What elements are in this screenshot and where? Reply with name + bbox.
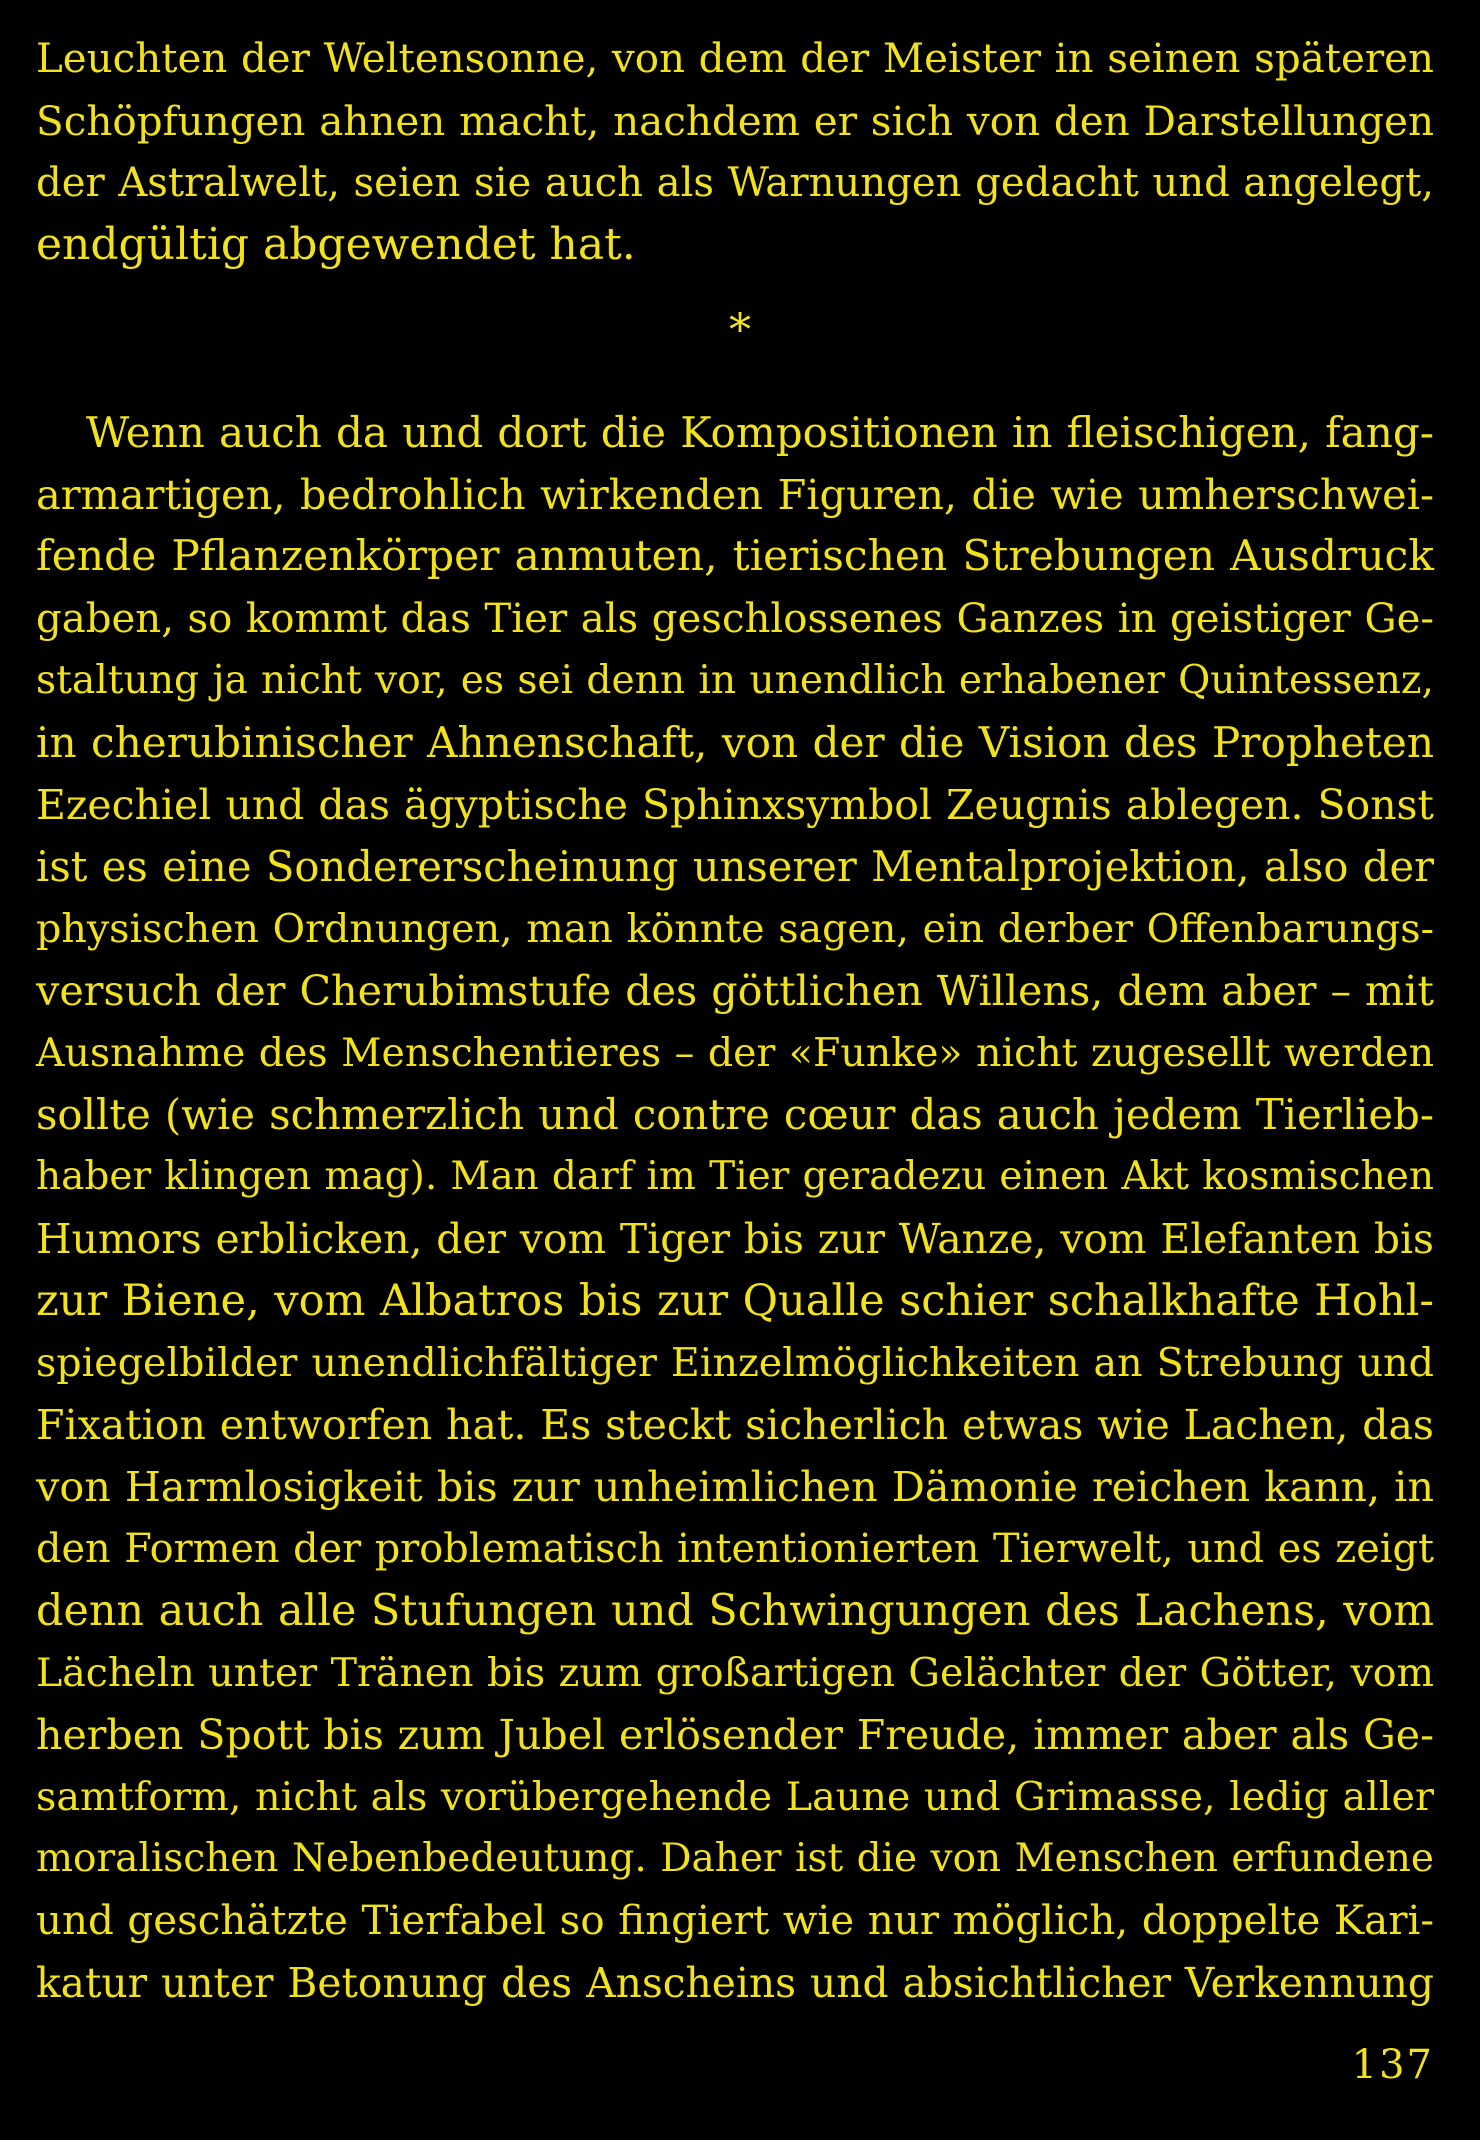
page-number: 137 (1351, 2042, 1434, 2088)
text-line: herben Spott bis zum Jubel erlösender Freude, immer aber als Ge- (36, 1711, 1434, 1759)
text-line: denn auch alle Stufungen und Schwingungen des Lachens, vom (36, 1586, 1434, 1636)
text-line: Ausnahme des Menschentieres – der «Funke» nicht zugesellt werden (36, 1030, 1434, 1076)
text-line: und geschätzte Tierfabel so fingiert wie nur möglich, doppelte Kari- (36, 1897, 1434, 1944)
text-line: Schöpfungen ahnen macht, nachdem er sich von den Darstellungen (36, 97, 1434, 145)
text-line: spiegelbilder unendlichfältiger Einzelmöglichkeiten an Strebung und (36, 1340, 1434, 1386)
text-line: versuch der Cherubimstufe des göttlichen Willens, dem aber – mit (36, 967, 1434, 1015)
section-separator: * (729, 305, 751, 356)
text-line: haber klingen mag). Man darf im Tier geradezu einen Akt kosmischen (36, 1154, 1434, 1199)
text-line: physischen Ordnungen, man könnte sagen, ein derber Offenbarungs- (36, 906, 1434, 952)
text-line: moralischen Nebenbedeutung. Daher ist die von Menschen erfundene (36, 1836, 1434, 1881)
text-line: Wenn auch da und dort die Kompositionen in fleischigen, fang- (86, 408, 1434, 457)
text-line: Leuchten der Weltensonne, von dem der Meister in seinen späteren (36, 35, 1434, 82)
text-line: sollte (wie schmerzlich und contre cœur das auch jedem Tierlieb- (36, 1090, 1434, 1139)
text-line: Humors erblicken, der vom Tiger bis zur Wanze, vom Elefanten bis (36, 1215, 1434, 1263)
text-line: in cherubinischer Ahnenschaft, von der die Vision des Propheten (36, 718, 1434, 767)
text-line: zur Biene, vom Albatros bis zur Qualle schier schalkhafte Hohl- (36, 1276, 1434, 1326)
text-line: Ezechiel und das ägyptische Sphinxsymbol Zeugnis ablegen. Sonst (36, 781, 1434, 829)
text-line: Lächeln unter Tränen bis zum großartigen Gelächter der Götter, vom (36, 1650, 1434, 1696)
paragraph-main (36, 402, 1434, 2014)
text-line: gaben, so kommt das Tier als geschlossenes Ganzes in geistiger Ge- (36, 596, 1434, 642)
text-line: ist es eine Sondererscheinung unserer Mentalprojektion, also der (36, 842, 1434, 891)
text-line: katur unter Betonung des Anscheins und absichtlicher Verkennung (36, 1959, 1434, 2007)
text-line: endgültig abgewendet hat. (36, 219, 636, 270)
text-line: fende Pflanzenkörper anmuten, tierischen Strebungen Ausdruck (36, 532, 1434, 581)
text-line: armartigen, bedrohlich wirkenden Figuren, die wie umherschwei- (36, 470, 1434, 519)
text-line: samtform, nicht als vorübergehende Laune und Grimasse, ledig aller (36, 1774, 1434, 1820)
paragraph-continuation (36, 28, 1434, 276)
text-line: den Formen der problematisch intentionierten Tierwelt, und es zeigt (36, 1526, 1434, 1572)
text-line: der Astralwelt, seien sie auch als Warnungen gedacht und angelegt, (36, 160, 1434, 206)
text-line: staltung ja nicht vor, es sei denn in unendlich erhabener Quintessenz, (36, 658, 1434, 703)
text-line: Fixation entworfen hat. Es steckt sicherlich etwas wie Lachen, das (36, 1401, 1434, 1449)
text-line: von Harmlosigkeit bis zur unheimlichen Dämonie reichen kann, in (36, 1463, 1434, 1511)
